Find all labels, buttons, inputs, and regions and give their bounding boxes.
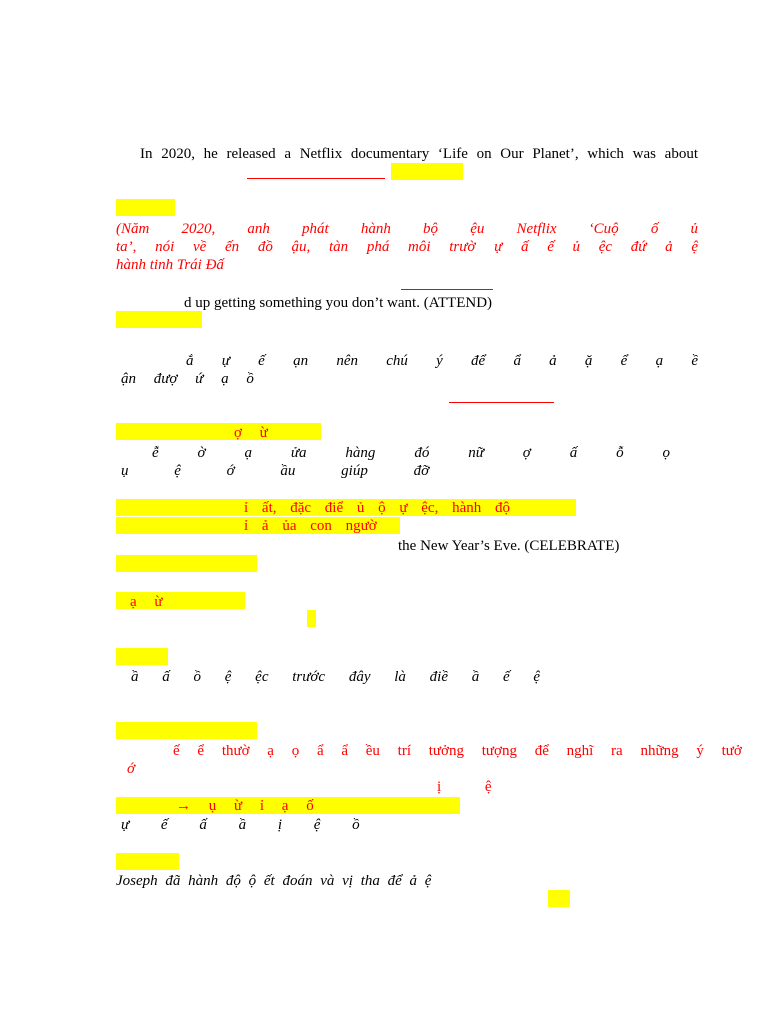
highlight-block [391,163,463,180]
answer-note: ỉ ả ủa con ngườ [244,518,377,534]
highlight-block [116,555,257,572]
highlight-block [116,722,257,739]
translation-line: ụ ệ ớ ầu giúp đỡ [121,463,430,479]
translation-line: ễ ờ ạ ửa hàng đó nữ ợ ấ ỗ ọ [152,445,670,461]
answer-note: ế ể thườ ạ ọ ẩ ẩ ều trí tưởng tượng để nghĩ ra những ý tưở [173,743,742,759]
highlight-block [116,853,179,870]
translation-line: Joseph đã hành độ ộ ết đoán và vị tha để ả ệ [116,873,432,889]
translation-line: ận đượ ứ ạ ồ [121,371,254,387]
translation-line: ầ ấ ồ ệ ệc trước đây là điề ầ ế ệ [131,669,541,685]
blank-underline [449,402,554,403]
exercise-sentence: d up getting something you don’t want. (ATTEND) [184,295,493,311]
answer-note: ớ [127,761,136,777]
answer-note: ị ệ [437,779,492,795]
exercise-sentence: the New Year’s Eve. (CELEBRATE) [398,538,620,554]
translation-line: hành tinh Trái Đấ [116,257,224,273]
highlight-block [116,423,321,440]
translation-line: ự ế ấ ầ ị ệ ồ [121,817,360,833]
highlight-block [116,199,175,216]
translation-line: ta’, nói về ến đồ ậu, tàn phá môi trườ ự ấ ế ủ ệc đứ ả ệ [116,239,698,255]
highlight-block [116,311,202,328]
blank-underline [401,289,493,290]
answer-note: → ụ ừ ỉ ạ ố [176,798,314,814]
exercise-sentence: In 2020, he released a Netflix documentary ‘Life on Our Planet’, which was about [140,146,698,162]
highlight-block [116,648,168,665]
answer-note: ạ ừ [130,594,163,610]
highlight-block [307,610,316,627]
answer-note: ợ ừ [234,425,268,441]
translation-line: ắ ự ế ạn nên chú ý để ẩ ả ặ ể ạ ề [186,353,698,369]
translation-line: (Năm 2020, anh phát hành bộ ệu Netflix ‘Cuộ ố ủ [116,221,698,237]
answer-note: ỉ ất, đặc điể ủ ộ ự ệc, hành độ [244,500,510,516]
blank-underline [247,178,385,179]
highlight-block [548,890,570,907]
